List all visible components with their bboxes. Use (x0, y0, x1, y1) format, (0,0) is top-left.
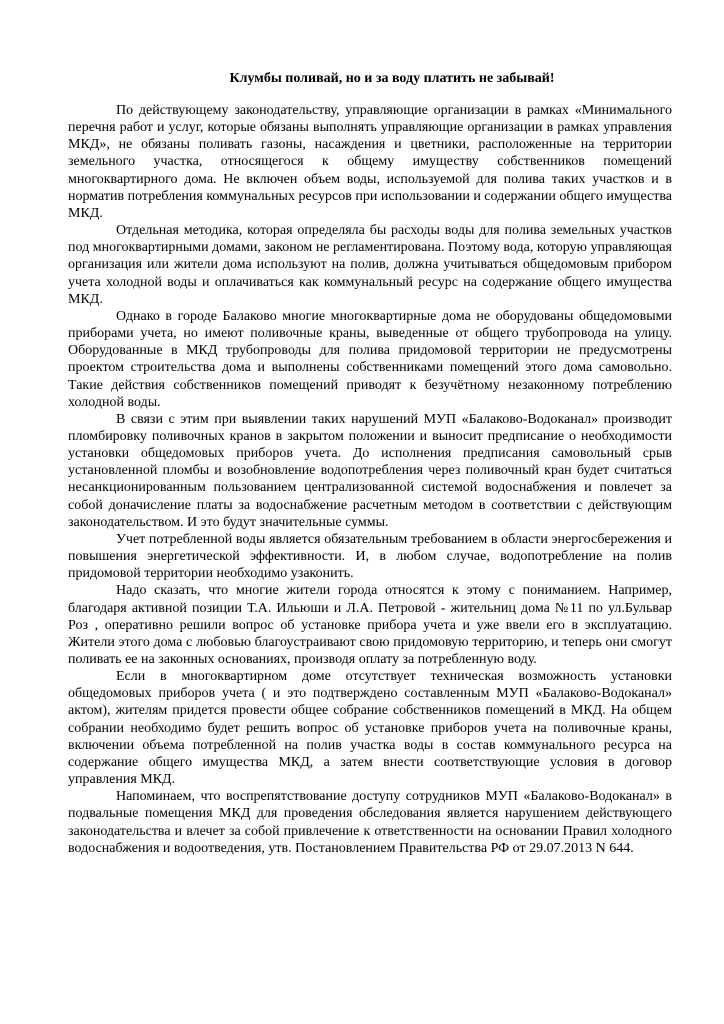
document-body (68, 102, 672, 857)
document-title: Клумбы поливай, но и за воду платить не забывай! (229, 71, 555, 86)
paragraph-general-meeting: Если в многоквартирном доме отсутствует техническая возможность установки общедомовых приборов учета ( и это подтверждено составленным МУП «Балаково-Водоканал» актом), жителям придется провести общее собрание собственников помещений в МКД. На общем собрании необходимо будет решить вопрос об установке приборов учета на поливочные краны, включении объема потребленной на полив участка воды в состав коммунального ресурса на содержание общего имущества МКД, а затем внести соответствующие условия в договор управления МКД. (68, 669, 672, 788)
paragraph-legislation: По действующему законодательству, управляющие организации в рамках «Минимального перечня работ и услуг, которые обязаны выполнять управляющие организации в рамках управления МКД», не обязаны поливать газоны, насаждения и цветники, расположенные на территории земельного участка, относящегося к общему имуществу собственников помещений многоквартирного дома. Не включен объем воды, используемой для полива таких участков и в норматив потребления коммунальных ресурсов при использовании и содержании общего имущества МКД. (68, 103, 672, 221)
paragraph-residents-example: Надо сказать, что многие жители города относятся к этому с пониманием. Например, благодаря активной позиции Т.А. Ильюши и Л.А. Петровой - жительниц дома №11 по ул.Бульвар Роз , оперативно решили вопрос об установке прибора учета и уже ввели его в эксплуатацию. Жители этого дома с любовью благоустраивают свою придомовую территорию, и теперь они смогут поливать ее на законных основаниях, производя оплату за потребленную воду. (68, 583, 672, 667)
paragraph-balakovo-houses: Однако в городе Балаково многие многоквартирные дома не оборудованы общедомовыми приборами учета, но имеют поливочные краны, выведенные от общего трубопровода на улицу. Оборудованные в МКД трубопроводы для полива придомовой территории не предусмотрены проектом строительства дома и выполнены собственниками помещений этого дома самовольно. Такие действия собственников помещений приводят к безучётному незаконному потреблению холодной воды. (68, 308, 672, 410)
paragraph-methodology: Отдельная методика, которая определяла бы расходы воды для полива земельных участков под многоквартирными домами, законом не регламентирована. Поэтому вода, которую управляющая организация или жители дома используют на полив, должна учитываться общедомовым прибором учета холодной воды и оплачиваться как коммунальный ресурс на содержание общего имущества МКД. (68, 223, 672, 307)
paragraph-energy-efficiency: Учет потребленной воды является обязательным требованием в области энергосбережения и повышения энергетической эффективности. И, в любом случае, водопотребление на полив придомовой территории необходимо узаконить. (68, 531, 672, 582)
paragraph-access-reminder: Напоминаем, что воспрепятствование доступу сотрудников МУП «Балаково-Водоканал» в подвальные помещения МКД для проведения обследования является нарушением действующего законодательства и влечет за собой привлечение к ответственности на основании Правил холодного водоснабжения и водоотведения, утв. Постановлением Правительства РФ от 29.07.2013 N 644. (68, 789, 672, 856)
paragraph-sealing: В связи с этим при выявлении таких нарушений МУП «Балаково-Водоканал» производит пломбировку поливочных кранов в закрытом положении и выносит предписание о необходимости установки общедомовых приборов учета. До исполнения предписания самовольный срыв установленной пломбы и возобновление водопотребления через поливочный кран будет считаться несанкционированным пользованием централизованной системой водоснабжения и повлечет за собой доначисление платы за водоснабжение расчетным методом в соответствии с действующим законодательством. И это будут значительные суммы. (68, 411, 672, 530)
